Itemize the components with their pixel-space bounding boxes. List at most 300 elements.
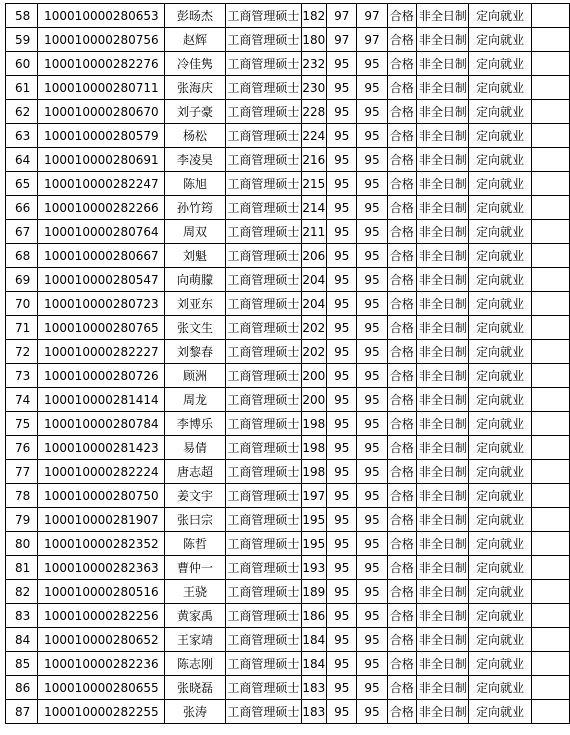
candidate-name-cell: 姜文宇 [164,484,225,508]
candidate-id-cell: 100010000282247 [38,172,165,196]
study-mode-cell: 非全日制 [417,676,469,700]
employment-type-cell: 定向就业 [469,4,531,28]
candidate-name-cell: 张晓磊 [164,676,225,700]
degree-program-cell: 工商管理硕士 [226,100,301,124]
score-b-cell: 95 [357,460,387,484]
table-row [6,700,570,724]
degree-program-cell: 工商管理硕士 [226,412,301,436]
degree-program-cell: 工商管理硕士 [226,388,301,412]
row-number-cell: 83 [6,604,38,628]
candidate-id-cell: 100010000282256 [38,604,165,628]
blank-cell [531,388,569,412]
exam-score-cell: 186 [301,604,327,628]
score-a-cell: 95 [327,652,357,676]
score-a-cell: 95 [327,532,357,556]
score-b-cell: 95 [357,604,387,628]
result-cell: 合格 [387,388,417,412]
table-row [6,580,570,604]
candidate-id-cell: 100010000280756 [38,28,165,52]
score-a-cell: 95 [327,700,357,724]
score-b-cell: 95 [357,244,387,268]
exam-score-cell: 182 [301,4,327,28]
candidate-name-cell: 张文生 [164,316,225,340]
results-table-container [5,3,570,724]
blank-cell [531,76,569,100]
table-row [6,52,570,76]
study-mode-cell: 非全日制 [417,412,469,436]
employment-type-cell: 定向就业 [469,316,531,340]
candidate-id-cell: 100010000280655 [38,676,165,700]
candidate-name-cell: 陈哲 [164,532,225,556]
blank-cell [531,676,569,700]
study-mode-cell: 非全日制 [417,316,469,340]
score-a-cell: 95 [327,76,357,100]
study-mode-cell: 非全日制 [417,700,469,724]
blank-cell [531,100,569,124]
exam-score-cell: 216 [301,148,327,172]
blank-cell [531,412,569,436]
blank-cell [531,316,569,340]
candidate-name-cell: 张海庆 [164,76,225,100]
score-b-cell: 95 [357,148,387,172]
candidate-name-cell: 杨松 [164,124,225,148]
table-row [6,4,570,28]
degree-program-cell: 工商管理硕士 [226,124,301,148]
blank-cell [531,172,569,196]
blank-cell [531,220,569,244]
table-row [6,172,570,196]
row-number-cell: 73 [6,364,38,388]
blank-cell [531,4,569,28]
blank-cell [531,436,569,460]
score-b-cell: 95 [357,412,387,436]
row-number-cell: 72 [6,340,38,364]
score-b-cell: 95 [357,364,387,388]
study-mode-cell: 非全日制 [417,532,469,556]
candidate-id-cell: 100010000280723 [38,292,165,316]
row-number-cell: 70 [6,292,38,316]
score-b-cell: 97 [357,28,387,52]
result-cell: 合格 [387,340,417,364]
candidate-name-cell: 易倩 [164,436,225,460]
study-mode-cell: 非全日制 [417,220,469,244]
study-mode-cell: 非全日制 [417,484,469,508]
result-cell: 合格 [387,124,417,148]
score-a-cell: 95 [327,124,357,148]
row-number-cell: 79 [6,508,38,532]
study-mode-cell: 非全日制 [417,268,469,292]
candidate-name-cell: 刘魁 [164,244,225,268]
score-b-cell: 95 [357,52,387,76]
degree-program-cell: 工商管理硕士 [226,532,301,556]
table-row [6,268,570,292]
exam-score-cell: 200 [301,364,327,388]
score-a-cell: 95 [327,244,357,268]
candidate-name-cell: 周双 [164,220,225,244]
blank-cell [531,628,569,652]
result-cell: 合格 [387,196,417,220]
study-mode-cell: 非全日制 [417,628,469,652]
blank-cell [531,196,569,220]
study-mode-cell: 非全日制 [417,4,469,28]
employment-type-cell: 定向就业 [469,676,531,700]
score-b-cell: 95 [357,292,387,316]
degree-program-cell: 工商管理硕士 [226,484,301,508]
employment-type-cell: 定向就业 [469,532,531,556]
study-mode-cell: 非全日制 [417,196,469,220]
degree-program-cell: 工商管理硕士 [226,268,301,292]
result-cell: 合格 [387,436,417,460]
candidate-id-cell: 100010000282255 [38,700,165,724]
score-b-cell: 95 [357,124,387,148]
degree-program-cell: 工商管理硕士 [226,316,301,340]
score-b-cell: 95 [357,388,387,412]
table-row [6,28,570,52]
degree-program-cell: 工商管理硕士 [226,604,301,628]
candidate-id-cell: 100010000282236 [38,652,165,676]
degree-program-cell: 工商管理硕士 [226,292,301,316]
score-a-cell: 95 [327,508,357,532]
score-a-cell: 95 [327,52,357,76]
degree-program-cell: 工商管理硕士 [226,556,301,580]
exam-score-cell: 195 [301,508,327,532]
candidate-name-cell: 陈旭 [164,172,225,196]
score-b-cell: 95 [357,172,387,196]
row-number-cell: 65 [6,172,38,196]
degree-program-cell: 工商管理硕士 [226,28,301,52]
exam-score-cell: 214 [301,196,327,220]
exam-score-cell: 180 [301,28,327,52]
score-a-cell: 95 [327,148,357,172]
employment-type-cell: 定向就业 [469,580,531,604]
result-cell: 合格 [387,4,417,28]
score-a-cell: 97 [327,4,357,28]
degree-program-cell: 工商管理硕士 [226,172,301,196]
score-a-cell: 95 [327,676,357,700]
blank-cell [531,460,569,484]
study-mode-cell: 非全日制 [417,148,469,172]
blank-cell [531,652,569,676]
candidate-name-cell: 赵辉 [164,28,225,52]
candidate-name-cell: 曹仲一 [164,556,225,580]
study-mode-cell: 非全日制 [417,52,469,76]
result-cell: 合格 [387,52,417,76]
table-row [6,292,570,316]
employment-type-cell: 定向就业 [469,100,531,124]
employment-type-cell: 定向就业 [469,460,531,484]
candidate-id-cell: 100010000280516 [38,580,165,604]
table-row [6,220,570,244]
study-mode-cell: 非全日制 [417,460,469,484]
exam-score-cell: 206 [301,244,327,268]
candidate-name-cell: 唐志超 [164,460,225,484]
degree-program-cell: 工商管理硕士 [226,244,301,268]
degree-program-cell: 工商管理硕士 [226,148,301,172]
degree-program-cell: 工商管理硕士 [226,652,301,676]
result-cell: 合格 [387,532,417,556]
result-cell: 合格 [387,148,417,172]
score-a-cell: 95 [327,196,357,220]
degree-program-cell: 工商管理硕士 [226,196,301,220]
score-a-cell: 95 [327,412,357,436]
row-number-cell: 61 [6,76,38,100]
candidate-id-cell: 100010000280711 [38,76,165,100]
candidate-id-cell: 100010000280670 [38,100,165,124]
score-a-cell: 95 [327,556,357,580]
candidate-id-cell: 100010000280653 [38,4,165,28]
employment-type-cell: 定向就业 [469,244,531,268]
table-row [6,196,570,220]
study-mode-cell: 非全日制 [417,436,469,460]
row-number-cell: 78 [6,484,38,508]
candidate-id-cell: 100010000280691 [38,148,165,172]
study-mode-cell: 非全日制 [417,652,469,676]
result-cell: 合格 [387,220,417,244]
exam-score-cell: 230 [301,76,327,100]
employment-type-cell: 定向就业 [469,148,531,172]
employment-type-cell: 定向就业 [469,436,531,460]
degree-program-cell: 工商管理硕士 [226,580,301,604]
score-a-cell: 95 [327,436,357,460]
result-cell: 合格 [387,604,417,628]
score-a-cell: 95 [327,580,357,604]
candidate-id-cell: 100010000282224 [38,460,165,484]
degree-program-cell: 工商管理硕士 [226,460,301,484]
table-row [6,556,570,580]
candidate-name-cell: 陈志刚 [164,652,225,676]
score-b-cell: 95 [357,316,387,340]
result-cell: 合格 [387,460,417,484]
result-cell: 合格 [387,652,417,676]
table-row [6,436,570,460]
row-number-cell: 64 [6,148,38,172]
exam-score-cell: 202 [301,316,327,340]
table-row [6,628,570,652]
candidate-name-cell: 王家靖 [164,628,225,652]
score-b-cell: 95 [357,580,387,604]
score-b-cell: 95 [357,220,387,244]
study-mode-cell: 非全日制 [417,556,469,580]
candidate-name-cell: 顾洲 [164,364,225,388]
result-cell: 合格 [387,316,417,340]
candidate-name-cell: 王骁 [164,580,225,604]
row-number-cell: 60 [6,52,38,76]
score-b-cell: 95 [357,532,387,556]
result-cell: 合格 [387,268,417,292]
candidate-id-cell: 100010000280579 [38,124,165,148]
score-b-cell: 95 [357,436,387,460]
study-mode-cell: 非全日制 [417,124,469,148]
blank-cell [531,268,569,292]
exam-score-cell: 202 [301,340,327,364]
exam-score-cell: 215 [301,172,327,196]
candidate-id-cell: 100010000280726 [38,364,165,388]
exam-score-cell: 183 [301,676,327,700]
blank-cell [531,124,569,148]
candidate-name-cell: 李凌昊 [164,148,225,172]
employment-type-cell: 定向就业 [469,196,531,220]
exam-score-cell: 183 [301,700,327,724]
blank-cell [531,148,569,172]
score-b-cell: 95 [357,100,387,124]
blank-cell [531,364,569,388]
study-mode-cell: 非全日制 [417,364,469,388]
score-a-cell: 95 [327,628,357,652]
candidate-name-cell: 张涛 [164,700,225,724]
candidate-id-cell: 100010000280764 [38,220,165,244]
employment-type-cell: 定向就业 [469,76,531,100]
employment-type-cell: 定向就业 [469,340,531,364]
candidate-name-cell: 彭旸杰 [164,4,225,28]
row-number-cell: 74 [6,388,38,412]
score-b-cell: 95 [357,676,387,700]
result-cell: 合格 [387,580,417,604]
row-number-cell: 71 [6,316,38,340]
score-b-cell: 95 [357,700,387,724]
table-row [6,652,570,676]
exam-score-cell: 198 [301,412,327,436]
blank-cell [531,292,569,316]
study-mode-cell: 非全日制 [417,604,469,628]
blank-cell [531,28,569,52]
degree-program-cell: 工商管理硕士 [226,4,301,28]
score-a-cell: 95 [327,364,357,388]
exam-score-cell: 189 [301,580,327,604]
candidate-id-cell: 100010000282363 [38,556,165,580]
row-number-cell: 82 [6,580,38,604]
score-a-cell: 95 [327,316,357,340]
study-mode-cell: 非全日制 [417,76,469,100]
exam-score-cell: 193 [301,556,327,580]
table-row [6,508,570,532]
score-b-cell: 95 [357,340,387,364]
study-mode-cell: 非全日制 [417,28,469,52]
study-mode-cell: 非全日制 [417,508,469,532]
results-table [5,3,570,724]
score-a-cell: 97 [327,28,357,52]
degree-program-cell: 工商管理硕士 [226,436,301,460]
study-mode-cell: 非全日制 [417,292,469,316]
employment-type-cell: 定向就业 [469,628,531,652]
table-row [6,148,570,172]
candidate-name-cell: 孙竹筠 [164,196,225,220]
blank-cell [531,340,569,364]
candidate-name-cell: 黄家禹 [164,604,225,628]
candidate-id-cell: 100010000280765 [38,316,165,340]
result-cell: 合格 [387,412,417,436]
candidate-id-cell: 100010000281423 [38,436,165,460]
score-a-cell: 95 [327,388,357,412]
results-table-body [6,4,570,724]
exam-score-cell: 197 [301,484,327,508]
score-b-cell: 95 [357,76,387,100]
candidate-id-cell: 100010000282227 [38,340,165,364]
row-number-cell: 69 [6,268,38,292]
score-b-cell: 95 [357,268,387,292]
candidate-name-cell: 张曰宗 [164,508,225,532]
row-number-cell: 85 [6,652,38,676]
score-b-cell: 95 [357,652,387,676]
score-a-cell: 95 [327,268,357,292]
result-cell: 合格 [387,364,417,388]
table-row [6,364,570,388]
exam-score-cell: 184 [301,628,327,652]
score-a-cell: 95 [327,460,357,484]
study-mode-cell: 非全日制 [417,580,469,604]
blank-cell [531,532,569,556]
exam-score-cell: 228 [301,100,327,124]
employment-type-cell: 定向就业 [469,700,531,724]
result-cell: 合格 [387,676,417,700]
table-row [6,412,570,436]
candidate-name-cell: 向萌朦 [164,268,225,292]
result-cell: 合格 [387,244,417,268]
row-number-cell: 81 [6,556,38,580]
candidate-id-cell: 100010000280750 [38,484,165,508]
degree-program-cell: 工商管理硕士 [226,364,301,388]
candidate-id-cell: 100010000280547 [38,268,165,292]
result-cell: 合格 [387,508,417,532]
row-number-cell: 62 [6,100,38,124]
degree-program-cell: 工商管理硕士 [226,628,301,652]
blank-cell [531,580,569,604]
row-number-cell: 77 [6,460,38,484]
row-number-cell: 86 [6,676,38,700]
employment-type-cell: 定向就业 [469,604,531,628]
candidate-name-cell: 刘子豪 [164,100,225,124]
study-mode-cell: 非全日制 [417,172,469,196]
candidate-id-cell: 100010000282352 [38,532,165,556]
candidate-name-cell: 李博乐 [164,412,225,436]
table-row [6,460,570,484]
employment-type-cell: 定向就业 [469,28,531,52]
row-number-cell: 66 [6,196,38,220]
score-a-cell: 95 [327,340,357,364]
result-cell: 合格 [387,28,417,52]
exam-score-cell: 200 [301,388,327,412]
employment-type-cell: 定向就业 [469,292,531,316]
employment-type-cell: 定向就业 [469,556,531,580]
employment-type-cell: 定向就业 [469,52,531,76]
table-row [6,484,570,508]
table-row [6,604,570,628]
degree-program-cell: 工商管理硕士 [226,676,301,700]
score-a-cell: 95 [327,292,357,316]
score-b-cell: 95 [357,508,387,532]
row-number-cell: 76 [6,436,38,460]
employment-type-cell: 定向就业 [469,484,531,508]
degree-program-cell: 工商管理硕士 [226,700,301,724]
study-mode-cell: 非全日制 [417,340,469,364]
row-number-cell: 68 [6,244,38,268]
employment-type-cell: 定向就业 [469,268,531,292]
table-row [6,532,570,556]
row-number-cell: 59 [6,28,38,52]
score-b-cell: 97 [357,4,387,28]
table-row [6,100,570,124]
score-b-cell: 95 [357,196,387,220]
blank-cell [531,484,569,508]
candidate-id-cell: 100010000280667 [38,244,165,268]
score-a-cell: 95 [327,604,357,628]
degree-program-cell: 工商管理硕士 [226,340,301,364]
result-cell: 合格 [387,100,417,124]
employment-type-cell: 定向就业 [469,220,531,244]
blank-cell [531,52,569,76]
exam-score-cell: 211 [301,220,327,244]
row-number-cell: 63 [6,124,38,148]
score-a-cell: 95 [327,172,357,196]
